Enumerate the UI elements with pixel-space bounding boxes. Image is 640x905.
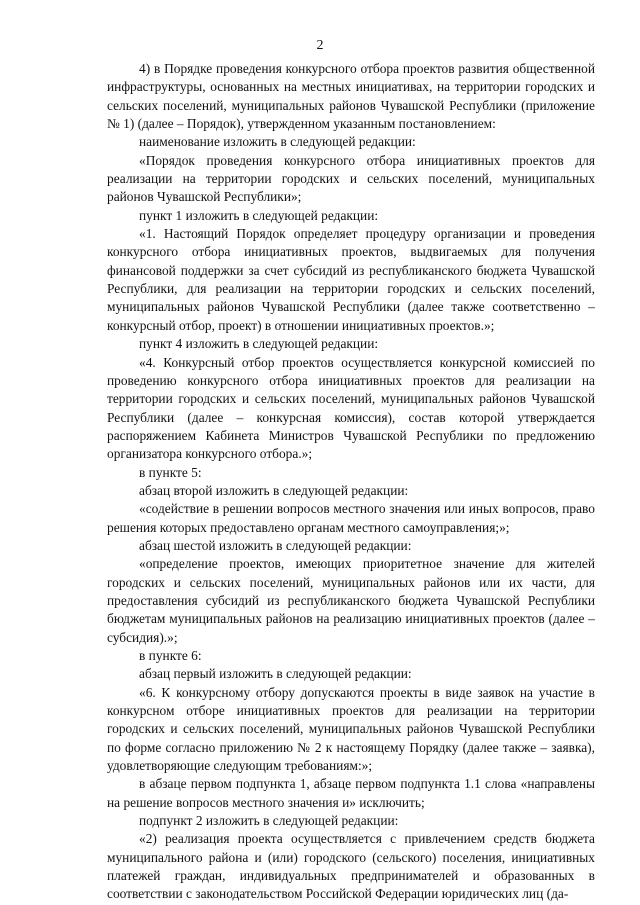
paragraph: «6. К конкурсному отбору допускаются проекты в виде заявок на участие в конкурсном отборе инициативных проектов для реализации на территории городских и сельских поселений, муниципальных районов Чувашской Республики по форме согласно приложению № 2 к настоящему Порядку (далее также – заявка), удовлетворяющие следующим требованиям:»; [107,684,595,774]
paragraph: «4. Конкурсный отбор проектов осуществляется конкурсной комиссией по проведению конкурсного отбора инициативных проектов для реализации на территории городских и сельских поселений, муниципальных районов Чувашской Республики (далее – конкурсная комиссия), состав которой утверждается распоряжением Кабинета Министров Чувашской Республики по предложению организатора конкурсного отбора.»; [107,354,595,462]
paragraph: пункт 1 изложить в следующей редакции: [139,207,379,223]
paragraph: 4) в Порядке проведения конкурсного отбора проектов развития общественной инфраструктуры, основанных на местных инициативах, на территории городских и сельских поселений, муниципальных районов Чувашской Республики (приложение № 1) (далее – Порядок), утвержденном указанным постановлением: [107,61,595,132]
paragraph: «определение проектов, имеющих приоритетное значение для жителей городских и сельских поселений, муниципальных районов или их части, для предоставления субсидий из республиканского бюджета Чувашской Республики бюджетам муниципальных районов на реализацию инициативных проектов (далее – субсидия).»; [107,556,595,645]
paragraph: абзац шестой изложить в следующей редакции: [139,537,412,553]
paragraph: абзац второй изложить в следующей редакции: [139,482,409,498]
document-body [107,60,595,904]
paragraph: абзац первый изложить в следующей редакции: [139,666,412,682]
paragraph: «2) реализация проекта осуществляется с привлечением средств бюджета муниципального района и (или) городского (сельского) поселения, инициативных платежей граждан, индивидуальных предпринимателей и образованных в соответствии с законодательством Российской Федерации юридических лиц (да- [107,831,595,902]
paragraph: «содействие в решении вопросов местного значения или иных вопросов, право решения которых предоставлено органам местного самоуправления;»; [107,501,595,535]
paragraph: в пункте 5: [139,464,202,480]
paragraph: пункт 4 изложить в следующей редакции: [139,336,379,352]
paragraph: подпункт 2 изложить в следующей редакции: [139,813,399,829]
paragraph: «Порядок проведения конкурсного отбора инициативных проектов для реализации на территории городских и сельских поселений, муниципальных районов Чувашской Республики»; [107,152,595,205]
paragraph: в абзаце первом подпункта 1, абзаце первом подпункта 1.1 слова «направлены на решение вопросов местного значения и» исключить; [107,776,595,810]
paragraph: «1. Настоящий Порядок определяет процедуру организации и проведения конкурсного отбора инициативных проектов, выдвигаемых для получения финансовой поддержки за счет субсидий из республиканского бюджета Чувашской Республики, для реализации на территории городских и сельских поселений, муниципальных районов Чувашской Республики (далее также соответственно – конкурсный отбор, проект) в отношении инициативных проектов.»; [107,226,595,333]
page-number: 2 [316,38,324,53]
paragraph: наименование изложить в следующей редакции: [139,134,416,150]
paragraph: в пункте 6: [139,648,202,663]
